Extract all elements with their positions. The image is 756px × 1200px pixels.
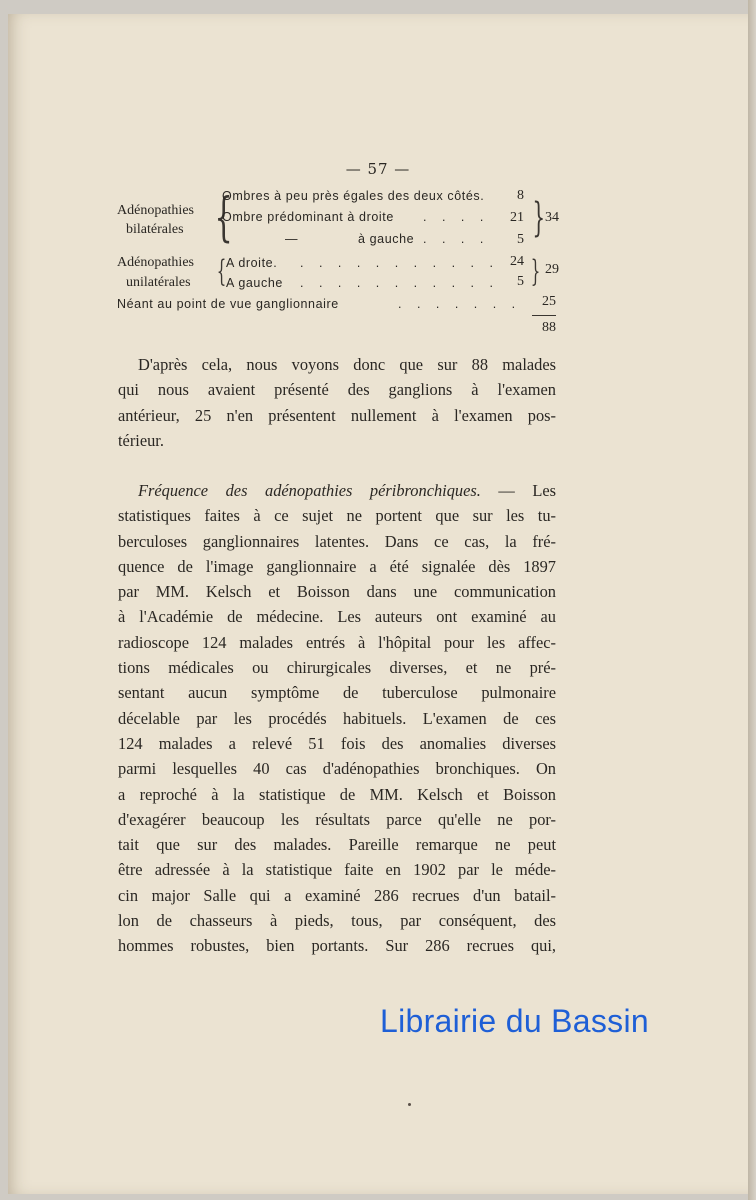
paragraph-2-line: décelable par les procédés habituels. L'examen de ces bbox=[118, 708, 556, 728]
paragraph-2-line: berculoses ganglionnaires latentes. Dans ce cas, la fré- bbox=[118, 531, 556, 551]
bilateral-row-3-value: 5 bbox=[517, 232, 524, 247]
unilateral-total: 29 bbox=[545, 262, 559, 277]
paragraph-2-line: être adressée à la statistique faite en 1902 par le méde- bbox=[118, 860, 556, 880]
paragraph-2-first-line-rest: — Les bbox=[498, 481, 556, 500]
paragraph-2-line: a reproché à la statistique de MM. Kelsch et Boisson bbox=[118, 784, 556, 804]
paragraph-2 bbox=[118, 478, 556, 959]
paragraph-2-line: d'exagérer beaucoup les résultats parce qu'elle ne por- bbox=[118, 809, 556, 829]
bilateral-row-2-dots: . . . . bbox=[423, 210, 490, 224]
bilateral-label-2: bilatérales bbox=[126, 222, 184, 237]
unilateral-row-1-text: A droite. bbox=[226, 256, 278, 270]
total-rule bbox=[532, 315, 556, 316]
unilateral-row-2-dots: . . . . . . . . . . . bbox=[300, 276, 499, 290]
paragraph-2-line: sentant aucun symptôme de tuberculose pulmonaire bbox=[118, 683, 556, 703]
unilateral-row-1-value: 24 bbox=[510, 254, 524, 269]
paragraph-2-line: par MM. Kelsch et Boisson dans une communication bbox=[118, 582, 556, 602]
bilateral-row-1-text: Ombres à peu près égales des deux côtés. bbox=[222, 189, 485, 203]
paragraph-2-line: quence de l'image ganglionnaire a été signalée dès 1897 bbox=[118, 556, 556, 576]
bilateral-row-3-text: à gauche bbox=[358, 232, 415, 246]
bilateral-row-2-text: Ombre prédominant à droite bbox=[222, 210, 394, 224]
paragraph-2-line: cin major Salle qui a examiné 286 recrues d'un batail- bbox=[118, 885, 556, 905]
bilateral-brace: { bbox=[214, 188, 233, 248]
bilateral-row-1-value: 8 bbox=[517, 188, 524, 203]
unilateral-row-1-dots: . . . . . . . . . . . bbox=[300, 256, 499, 270]
paragraph-2-first-line bbox=[118, 478, 556, 503]
paragraph-1-line: antérieur, 25 n'en présentent nullement à l'examen pos- bbox=[118, 405, 556, 425]
unilateral-brace: { bbox=[216, 254, 227, 289]
bilateral-total: 34 bbox=[545, 210, 559, 225]
paragraph-2-line: à l'Académie de médecine. Les auteurs ont examiné au bbox=[118, 607, 556, 627]
unilateral-row-2-value: 5 bbox=[517, 274, 524, 289]
paragraph-2-line: tait que sur des malades. Pareille remarque ne peut bbox=[118, 835, 556, 855]
paragraph-1-line: D'après cela, nous voyons donc que sur 88 malades bbox=[138, 355, 556, 374]
paragraph-1 bbox=[118, 352, 556, 453]
paragraph-2-line: radioscope 124 malades entrés à l'hôpital pour les affec- bbox=[118, 632, 556, 652]
paragraph-2-line: tions médicales ou chirurgicales diverses, et ne pré- bbox=[118, 658, 556, 678]
grand-total: 88 bbox=[542, 320, 556, 335]
bilateral-row-3-dash: — bbox=[285, 232, 299, 246]
bilateral-label-1: Adénopathies bbox=[117, 203, 194, 218]
paragraph-2-line: 124 malades a relevé 51 fois des anomalies diverses bbox=[118, 733, 556, 753]
paragraph-1-line: qui nous avaient présenté des ganglions à l'examen bbox=[118, 380, 556, 400]
paragraph-2-line: lon de chasseurs à pieds, tous, par conséquent, des bbox=[118, 911, 556, 931]
neant-text: Néant au point de vue ganglionnaire bbox=[117, 297, 339, 311]
bilateral-row-2-value: 21 bbox=[510, 210, 524, 225]
section-heading: Fréquence des adénopathies péribronchiques. bbox=[138, 481, 481, 500]
page-number: — 57 — bbox=[345, 160, 411, 178]
bilateral-total-brace: } bbox=[532, 195, 546, 241]
paper-speck bbox=[408, 1103, 411, 1106]
unilateral-total-brace: } bbox=[530, 254, 541, 289]
neant-value: 25 bbox=[542, 294, 556, 309]
unilateral-label-2: unilatérales bbox=[126, 275, 191, 290]
paragraph-2-line: parmi lesquelles 40 cas d'adénopathies bronchiques. On bbox=[118, 759, 556, 779]
watermark: Librairie du Bassin bbox=[380, 1003, 649, 1039]
paragraph-2-line: statistiques faites à ce sujet ne portent que sur les tu- bbox=[118, 506, 556, 526]
paragraph-2-line: hommes robustes, bien portants. Sur 286 recrues qui, bbox=[118, 936, 556, 956]
paragraph-1-line: térieur. bbox=[118, 430, 164, 450]
bilateral-row-3-dots: . . . . bbox=[423, 232, 490, 246]
unilateral-row-2-text: A gauche bbox=[226, 276, 283, 290]
unilateral-label-1: Adénopathies bbox=[117, 255, 194, 270]
neant-dots: . . . . . . . bbox=[398, 297, 522, 311]
